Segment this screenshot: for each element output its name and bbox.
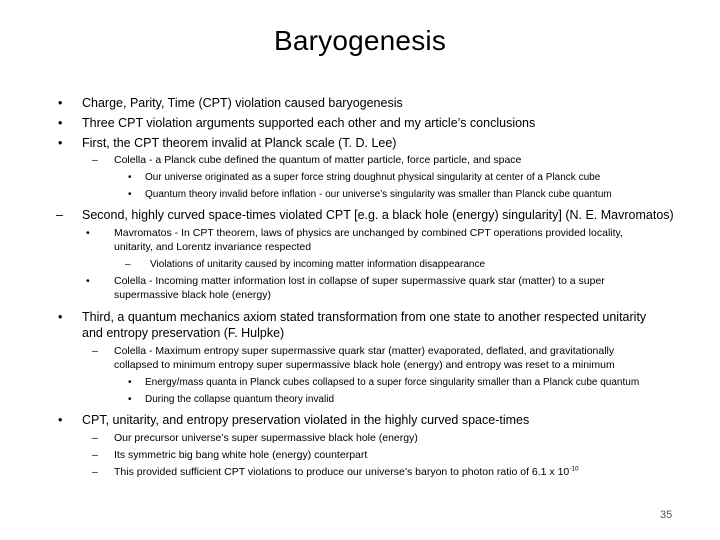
sub-sub-bullet-text: Violations of unitarity caused by incoming matter information disappearance [150,259,485,270]
bullet-dot: • [58,413,63,427]
bullet-dot: • [128,377,132,388]
bullet-text: Charge, Parity, Time (CPT) violation caused baryogenesis [82,96,403,110]
bullet-dot: • [128,394,132,405]
sub-bullet-text-cont: unitarity, and Lorentz invariance respected [114,241,312,253]
bullet-text: Second, highly curved space-times violated CPT [e.g. a black hole (energy) singularity] (N. E. Mavromatos) [82,208,674,222]
sub-bullet-text-cont: supermassive black hole (energy) [114,289,271,301]
sub-bullet-text: Colella - Maximum entropy super supermassive quark star (matter) evaporated, deflated, and gravitationally [114,345,615,357]
sub-bullet-text: Mavromatos - In CPT theorem, laws of physics are unchanged by combined CPT operations provided locality, [114,227,623,239]
bullet-dot: • [86,275,90,287]
bullet-text: Third, a quantum mechanics axiom stated transformation from one state to another respected unitarity [82,310,647,324]
bullet-dash: – [92,466,98,478]
sub-bullet-text [114,466,579,480]
sub-bullet-text: Colella - a Planck cube defined the quantum of matter particle, force particle, and space [114,154,522,166]
bullet-dash: – [92,432,98,444]
sub-sub-bullet-text: During the collapse quantum theory invalid [145,394,334,405]
bullet-text: Three CPT violation arguments supported each other and my article’s conclusions [82,116,536,130]
bullet-dash: – [92,449,98,461]
bullet-dot: • [128,172,132,183]
sub-bullet-text: Its symmetric big bang white hole (energy) counterpart [114,449,368,461]
sub-sub-bullet-text: Our universe originated as a super force string doughnut physical singularity at center of a Planck cube [145,172,601,183]
page-number: 35 [660,509,673,521]
sub-sub-bullet-text: Quantum theory invalid before inflation - our universe’s singularity was smaller than Planck cube quantum [145,189,612,200]
ratio-exponent: -10 [569,465,579,473]
bullet-dot: • [58,136,63,150]
bullet-dot: • [58,116,63,130]
bullet-dash: – [56,208,63,222]
bullet-dot: • [58,310,63,324]
bullet-dash: – [92,154,98,166]
bullet-text: CPT, unitarity, and entropy preservation violated in the highly curved space-times [82,413,530,427]
slide-title: Baryogenesis [273,25,447,56]
sub-bullet-text-cont: collapsed to minimum entropy super supermassive black hole (energy) and entropy was reset to a minimum [114,359,615,371]
sub-sub-bullet-text: Energy/mass quanta in Planck cubes collapsed to a super force singularity smaller than a Planck cube quantum [145,377,640,388]
bullet-dot: • [86,227,90,239]
sub-bullet-text: Colella - Incoming matter information lost in collapse of super supermassive quark star (matter) to a super [114,275,605,287]
bullet-dot: • [128,189,132,200]
bullet-text-cont: and entropy preservation (F. Hulpke) [82,326,285,340]
bullet-dash: – [125,259,131,270]
bullet-dash: – [92,345,98,357]
sub-bullet-text: Our precursor universe’s super supermassive black hole (energy) [114,432,418,444]
bullet-dot: • [58,96,63,110]
bullet-text: First, the CPT theorem invalid at Planck scale (T. D. Lee) [82,136,397,150]
ratio-text: This provided sufficient CPT violations to produce our universe’s baryon to photon ratio of 6.1 x 10 [114,466,570,478]
